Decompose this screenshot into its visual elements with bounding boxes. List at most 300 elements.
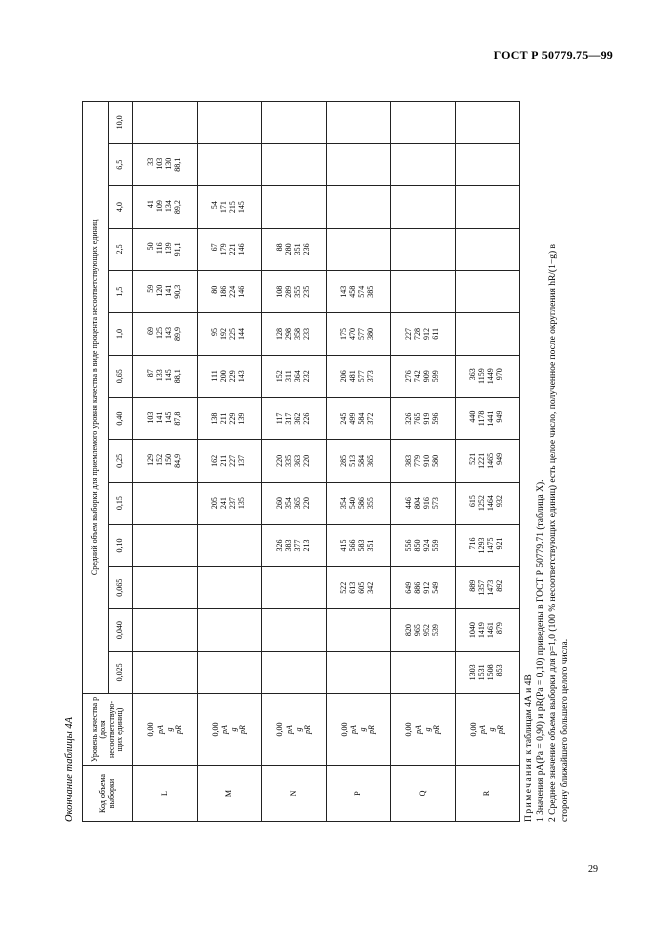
row-code: M <box>197 766 262 822</box>
table-cell <box>326 355 391 397</box>
cell-value: 1221 <box>477 452 487 469</box>
cell-value: 779 <box>412 454 422 467</box>
row-params <box>133 694 198 766</box>
param-label: 0,00 <box>339 722 349 737</box>
cell-value: 919 <box>421 412 431 425</box>
table-cell <box>326 651 391 693</box>
cell-value: 111 <box>210 370 220 382</box>
cell-value: 311 <box>283 370 293 382</box>
cell-value: 162 <box>210 454 220 467</box>
cell-value: 69 <box>145 326 155 335</box>
table-cell <box>133 440 198 482</box>
cell-value: 41 <box>145 200 155 209</box>
cell-value: 103 <box>154 157 164 170</box>
cell-value: 213 <box>301 539 311 552</box>
cell-value: 335 <box>283 454 293 467</box>
cell-value: 88 <box>274 243 284 252</box>
cell-value: 91,1 <box>172 242 182 257</box>
cell-value: 573 <box>430 497 440 510</box>
cell-value: 965 <box>412 624 422 637</box>
cell-value: 205 <box>210 497 220 510</box>
cell-value: 144 <box>237 327 247 340</box>
cell-value: 1464 <box>486 495 496 512</box>
cell-value: 206 <box>339 370 349 383</box>
table-cell <box>133 609 198 651</box>
table-cell <box>391 101 456 144</box>
sample-size-table <box>82 101 520 822</box>
table-cell <box>391 609 456 651</box>
table-cell <box>391 271 456 313</box>
cell-value: 117 <box>274 412 284 425</box>
cell-value: 109 <box>154 200 164 213</box>
cell-value: 912 <box>421 327 431 340</box>
table-cell <box>391 355 456 397</box>
cell-value: 103 <box>145 411 155 424</box>
cell-value: 358 <box>292 327 302 340</box>
cell-value: 949 <box>495 410 505 423</box>
table-cell <box>326 524 391 566</box>
cell-value: 889 <box>468 579 478 592</box>
cell-value: 133 <box>154 369 164 382</box>
table-cell <box>326 313 391 355</box>
param-label: g <box>487 727 497 732</box>
table-cell <box>262 355 327 397</box>
cell-value: 220 <box>301 454 311 467</box>
param-label: 0,00 <box>275 722 285 737</box>
aql-header-cell: 1,0 <box>109 313 133 355</box>
aql-header-cell: 0,10 <box>109 524 133 566</box>
cell-value: 120 <box>154 284 164 297</box>
cell-value: 224 <box>228 285 238 298</box>
table-row <box>133 101 198 821</box>
param-label: pA <box>220 725 230 734</box>
table-cell <box>455 651 520 693</box>
cell-value: 87 <box>145 369 155 378</box>
cell-value: 910 <box>421 454 431 467</box>
aql-header-cell: 0,065 <box>109 567 133 609</box>
note-1: 1 Значения pA(Pa = 0,90) и pR(Pa = 0,10) приведены в ГОСТ Р 50779.71 (таблица X). <box>535 479 546 822</box>
table-cell <box>197 144 262 186</box>
table-cell <box>326 440 391 482</box>
cell-value: 521 <box>468 452 478 465</box>
row-params <box>262 694 327 766</box>
cell-value: 584 <box>357 454 367 467</box>
rotated-table-block <box>58 0 658 822</box>
param-label: pR <box>238 725 248 734</box>
cell-value: 88,1 <box>172 157 182 172</box>
cell-value: 1293 <box>477 537 487 554</box>
cell-value: 380 <box>366 327 376 340</box>
cell-value: 289 <box>283 285 293 298</box>
table-cell <box>391 144 456 186</box>
cell-value: 912 <box>421 581 431 594</box>
cell-value: 200 <box>219 370 229 383</box>
table-cell <box>391 482 456 524</box>
cell-value: 241 <box>219 497 229 510</box>
cell-value: 1461 <box>486 622 496 639</box>
table-cell <box>133 651 198 693</box>
table-cell <box>326 397 391 439</box>
param-label: pR <box>173 725 183 734</box>
table-cell <box>197 651 262 693</box>
cell-value: 1508 <box>486 664 496 681</box>
table-cell <box>391 186 456 228</box>
cell-value: 88,1 <box>172 369 182 384</box>
cell-value: 365 <box>366 454 376 467</box>
aql-header-cell: 0,25 <box>109 440 133 482</box>
cell-value: 130 <box>163 157 173 170</box>
param-label: pR <box>367 725 377 734</box>
cell-value: 513 <box>348 454 358 467</box>
table-cell <box>262 482 327 524</box>
param-label: 0,00 <box>404 722 414 737</box>
table-cell <box>326 144 391 186</box>
cell-value: 229 <box>228 412 238 425</box>
table-cell <box>455 313 520 355</box>
table-cell <box>197 355 262 397</box>
table-cell <box>197 186 262 228</box>
cell-value: 95 <box>210 327 220 336</box>
cell-value: 80 <box>210 285 220 294</box>
aql-header-cell: 10,0 <box>109 101 133 144</box>
table-cell <box>391 228 456 270</box>
notes-title: Примечания <box>524 756 534 822</box>
table-cell <box>133 313 198 355</box>
cell-value: 90,3 <box>172 284 182 299</box>
cell-value: 1441 <box>486 410 496 427</box>
cell-value: 134 <box>163 200 173 213</box>
cell-value: 1473 <box>486 579 496 596</box>
cell-value: 146 <box>237 285 247 298</box>
cell-value: 89,9 <box>172 326 182 341</box>
table-cell <box>262 609 327 651</box>
cell-value: 1303 <box>468 664 478 681</box>
cell-value: 566 <box>348 539 358 552</box>
param-label: pR <box>496 725 506 734</box>
row-params <box>197 694 262 766</box>
cell-value: 924 <box>421 539 431 552</box>
table-cell <box>133 482 198 524</box>
cell-value: 577 <box>357 327 367 340</box>
row-code: R <box>455 766 520 822</box>
param-label: 0,00 <box>210 722 220 737</box>
cell-value: 145 <box>237 201 247 214</box>
cell-value: 354 <box>339 497 349 510</box>
cell-value: 365 <box>292 497 302 510</box>
table-cell <box>262 144 327 186</box>
cell-value: 233 <box>301 327 311 340</box>
table-cell <box>326 271 391 313</box>
cell-value: 146 <box>237 243 247 256</box>
aql-header-cell: 0,15 <box>109 482 133 524</box>
table-cell <box>197 482 262 524</box>
cell-value: 145 <box>163 369 173 382</box>
param-label: pA <box>284 725 294 734</box>
page-number: 29 <box>588 864 598 875</box>
table-cell <box>133 397 198 439</box>
cell-value: 804 <box>412 497 422 510</box>
cell-value: 728 <box>412 327 422 340</box>
cell-value: 949 <box>495 452 505 465</box>
table-cell <box>262 271 327 313</box>
cell-value: 143 <box>163 326 173 339</box>
table-cell <box>133 524 198 566</box>
param-label: 0,00 <box>146 722 156 737</box>
cell-value: 152 <box>154 453 164 466</box>
cell-value: 577 <box>357 370 367 383</box>
cell-value: 556 <box>403 539 413 552</box>
cell-value: 446 <box>403 497 413 510</box>
cell-value: 470 <box>348 327 358 340</box>
cell-value: 1159 <box>477 368 487 384</box>
table-cell <box>262 101 327 144</box>
table-cell <box>455 482 520 524</box>
cell-value: 540 <box>348 497 358 510</box>
cell-value: 584 <box>357 412 367 425</box>
table-cell <box>133 144 198 186</box>
cell-value: 1465 <box>486 452 496 469</box>
row-code: Q <box>391 766 456 822</box>
cell-value: 137 <box>237 454 247 467</box>
table-row <box>326 101 391 821</box>
param-label: g <box>229 727 239 732</box>
cell-value: 1475 <box>486 537 496 554</box>
table-cell <box>326 101 391 144</box>
cell-value: 139 <box>163 242 173 255</box>
table-cell <box>197 228 262 270</box>
cell-value: 226 <box>301 412 311 425</box>
cell-value: 54 <box>210 201 220 210</box>
table-cell <box>133 271 198 313</box>
table-cell <box>455 271 520 313</box>
cell-value: 276 <box>403 370 413 383</box>
cell-value: 229 <box>228 370 238 383</box>
cell-value: 909 <box>421 370 431 383</box>
cell-value: 139 <box>237 412 247 425</box>
table-cell <box>455 144 520 186</box>
table-cell <box>197 440 262 482</box>
table-row <box>197 101 262 821</box>
cell-value: 574 <box>357 285 367 298</box>
cell-value: 342 <box>366 581 376 594</box>
cell-value: 605 <box>357 581 367 594</box>
table-cell <box>262 524 327 566</box>
cell-value: 355 <box>292 285 302 298</box>
cell-value: 186 <box>219 285 229 298</box>
cell-value: 326 <box>274 539 284 552</box>
param-label: g <box>164 727 174 732</box>
cell-value: 129 <box>145 453 155 466</box>
cell-value: 1357 <box>477 579 487 596</box>
row-params <box>391 694 456 766</box>
notes-title-line <box>524 0 536 822</box>
cell-value: 285 <box>339 454 349 467</box>
cell-value: 145 <box>163 411 173 424</box>
cell-value: 916 <box>421 497 431 510</box>
table-cell <box>391 651 456 693</box>
table-cell <box>197 609 262 651</box>
param-label: 0,00 <box>468 722 478 737</box>
cell-value: 1252 <box>477 495 487 512</box>
cell-value: 227 <box>228 454 238 467</box>
cell-value: 245 <box>339 412 349 425</box>
table-cell <box>197 271 262 313</box>
table-cell <box>326 567 391 609</box>
cell-value: 192 <box>219 327 229 340</box>
cell-value: 1531 <box>477 664 487 681</box>
table-cell <box>455 440 520 482</box>
cell-value: 879 <box>495 622 505 635</box>
cell-value: 260 <box>274 497 284 510</box>
cell-value: 615 <box>468 495 478 508</box>
header-sample-size-group: Средний объем выборки для приемлемого уровня качества в виде процента несоответствующих единиц <box>83 101 109 693</box>
table-cell <box>133 355 198 397</box>
note-2a: 2 Среднее значение объема выборки для p=1,0 (100 % несоответствующих единиц) есть целое число, полученное после округления hR/(1−g) в <box>547 244 558 822</box>
cell-value: 586 <box>357 497 367 510</box>
cell-value: 50 <box>145 242 155 251</box>
param-label: g <box>358 727 368 732</box>
cell-value: 143 <box>339 285 349 298</box>
row-code: P <box>326 766 391 822</box>
table-cell <box>326 186 391 228</box>
cell-value: 232 <box>301 370 311 383</box>
table-cell <box>197 524 262 566</box>
cell-value: 362 <box>292 412 302 425</box>
cell-value: 892 <box>495 579 505 592</box>
cell-value: 143 <box>237 370 247 383</box>
cell-value: 853 <box>495 664 505 677</box>
cell-value: 67 <box>210 243 220 252</box>
table-cell <box>262 313 327 355</box>
table-cell <box>455 101 520 144</box>
cell-value: 1178 <box>477 410 487 427</box>
row-code: N <box>262 766 327 822</box>
table-cell <box>455 228 520 270</box>
cell-value: 237 <box>228 497 238 510</box>
cell-value: 152 <box>274 370 284 383</box>
cell-value: 383 <box>403 454 413 467</box>
document-header: ГОСТ Р 50779.75—99 <box>493 48 613 62</box>
cell-value: 559 <box>430 539 440 552</box>
cell-value: 33 <box>145 157 155 166</box>
cell-value: 355 <box>366 497 376 510</box>
cell-value: 383 <box>283 539 293 552</box>
cell-value: 970 <box>495 368 505 381</box>
table-cell <box>455 186 520 228</box>
cell-value: 235 <box>301 285 311 298</box>
param-label: g <box>422 727 432 732</box>
table-cell <box>262 567 327 609</box>
table-cell <box>133 567 198 609</box>
cell-value: 227 <box>403 327 413 340</box>
table-cell <box>455 609 520 651</box>
cell-value: 611 <box>430 327 440 340</box>
cell-value: 583 <box>357 539 367 552</box>
cell-value: 150 <box>163 453 173 466</box>
table-cell <box>455 567 520 609</box>
cell-value: 298 <box>283 327 293 340</box>
aql-header-cell: 0,65 <box>109 355 133 397</box>
cell-value: 599 <box>430 370 440 383</box>
cell-value: 440 <box>468 410 478 423</box>
table-cell <box>262 397 327 439</box>
cell-value: 1040 <box>468 622 478 639</box>
table-cell <box>326 228 391 270</box>
table-row <box>455 101 520 821</box>
cell-value: 59 <box>145 284 155 293</box>
cell-value: 499 <box>348 412 358 425</box>
cell-value: 125 <box>154 326 164 339</box>
cell-value: 765 <box>412 412 422 425</box>
cell-value: 539 <box>430 624 440 637</box>
table-row <box>262 101 327 821</box>
cell-value: 649 <box>403 581 413 594</box>
table-cell <box>262 651 327 693</box>
cell-value: 215 <box>228 201 238 214</box>
row-params <box>455 694 520 766</box>
table-body <box>133 101 520 821</box>
header-code: Код объема выборки <box>83 766 133 822</box>
cell-value: 742 <box>412 370 422 383</box>
table-cell <box>326 609 391 651</box>
table-cell <box>262 440 327 482</box>
cell-value: 354 <box>283 497 293 510</box>
cell-value: 596 <box>430 412 440 425</box>
param-label: pR <box>431 725 441 734</box>
cell-value: 141 <box>163 284 173 297</box>
cell-value: 850 <box>412 539 422 552</box>
cell-value: 87,8 <box>172 411 182 426</box>
table-cell <box>391 313 456 355</box>
cell-value: 225 <box>228 327 238 340</box>
cell-value: 415 <box>339 539 349 552</box>
aql-header-cell: 0,040 <box>109 609 133 651</box>
cell-value: 141 <box>154 411 164 424</box>
cell-value: 175 <box>339 327 349 340</box>
cell-value: 84,9 <box>172 453 182 468</box>
notes-title-suffix: к таблицам 4А и 4В <box>524 674 534 755</box>
table-cell <box>197 567 262 609</box>
cell-value: 128 <box>274 327 284 340</box>
cell-value: 377 <box>292 539 302 552</box>
cell-value: 211 <box>219 412 229 425</box>
cell-value: 108 <box>274 285 284 298</box>
cell-value: 385 <box>366 285 376 298</box>
cell-value: 138 <box>210 412 220 425</box>
aql-header-cell: 2,5 <box>109 228 133 270</box>
aql-header-cell: 4,0 <box>109 186 133 228</box>
table-cell <box>326 482 391 524</box>
cell-value: 179 <box>219 243 229 256</box>
cell-value: 613 <box>348 581 358 594</box>
table-cell <box>133 186 198 228</box>
cell-value: 716 <box>468 537 478 550</box>
cell-value: 522 <box>339 581 349 594</box>
param-label: g <box>293 727 303 732</box>
table-cell <box>455 524 520 566</box>
param-label: pA <box>413 725 423 734</box>
table-cell <box>262 228 327 270</box>
table-cell <box>197 101 262 144</box>
cell-value: 135 <box>237 497 247 510</box>
cell-value: 952 <box>421 624 431 637</box>
cell-value: 363 <box>292 454 302 467</box>
header-quality-level: Уровень качества p (доля несоответствую-щих единиц) <box>83 694 133 766</box>
table-cell <box>391 397 456 439</box>
cell-value: 820 <box>403 624 413 637</box>
cell-value: 886 <box>412 581 422 594</box>
table-cell <box>262 186 327 228</box>
